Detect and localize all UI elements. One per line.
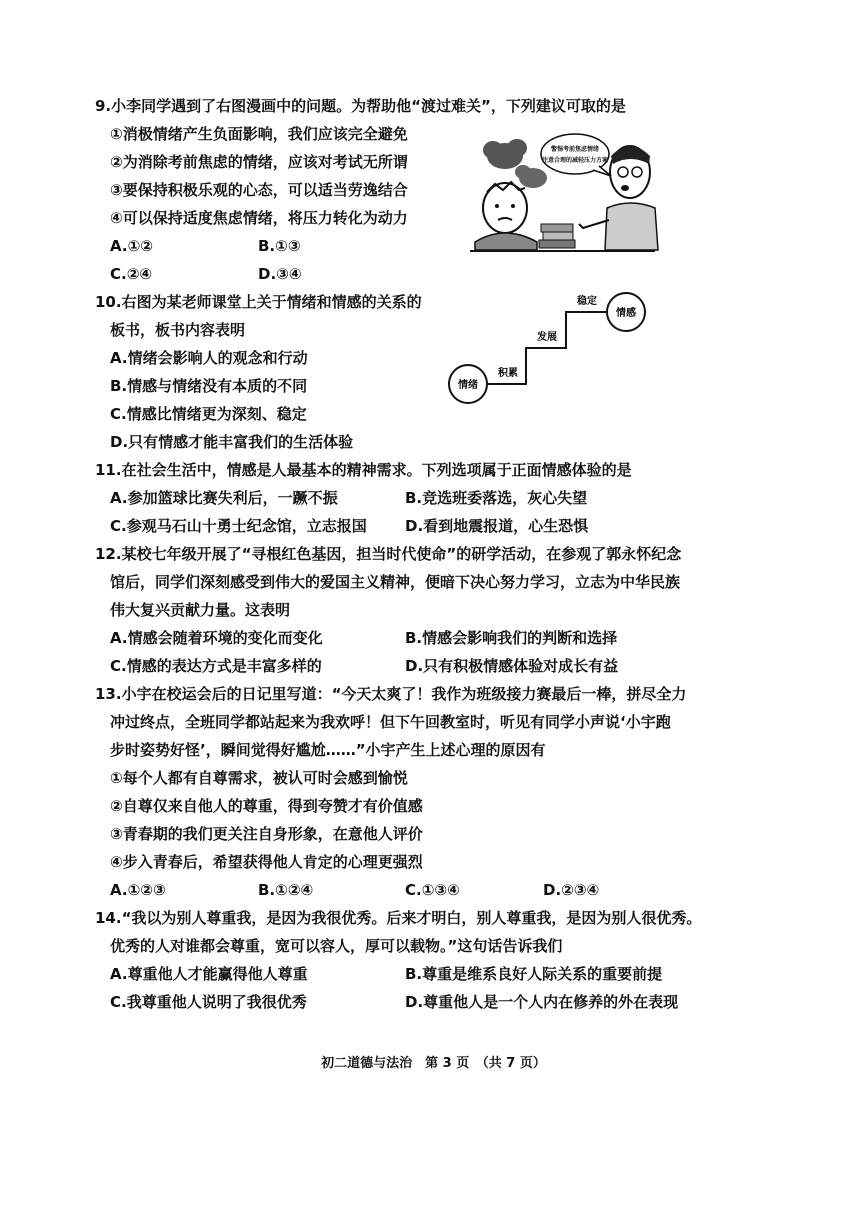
q9-option-b: B.①③ xyxy=(258,237,301,255)
q10-option-c: C.情感比情绪更为深刻、稳定 xyxy=(110,405,307,423)
q13-option-a: A.①②③ xyxy=(110,881,166,899)
q9-cartoon-image xyxy=(465,120,660,260)
speech-bubble xyxy=(541,134,611,176)
student-figure xyxy=(475,182,537,250)
q12-option-d: D.只有积极情感体验对成长有益 xyxy=(405,657,619,675)
q14-stem-line-2: 优秀的人对谁都会尊重，宽可以容人，厚可以载物。”这句话告诉我们 xyxy=(110,937,563,955)
q9-option-c: C.②④ xyxy=(110,265,153,283)
q13-item-2: ②自尊仅来自他人的尊重，得到夸赞才有价值感 xyxy=(110,797,423,815)
q13-stem-line-1: 13.小宇在校运会后的日记里写道：“今天太爽了！我作为班级接力赛最后一棒，拼尽全力 xyxy=(95,685,687,703)
q14-stem-line-1: 14.“我以为别人尊重我，是因为我很优秀。后来才明白，别人尊重我，是因为别人很优秀。 xyxy=(95,909,702,927)
emotion-node-label: 情绪 xyxy=(458,380,478,391)
q12-stem-line-1: 12.某校七年级开展了“寻根红色基因，担当时代使命”的研学活动，在参观了郭永怀纪念 xyxy=(95,545,682,563)
worry-cloud-icon xyxy=(483,139,547,188)
q9-item-1: ①消极情绪产生负面影响，我们应该完全避免 xyxy=(110,125,408,143)
q9-item-4: ④可以保持适度焦虑情绪，将压力转化为动力 xyxy=(110,209,408,227)
q13-option-c: C.①③④ xyxy=(405,881,460,899)
q11-option-b: B.竞选班委落选，灰心失望 xyxy=(405,489,588,507)
q13-item-3: ③青春期的我们更关注自身形象，在意他人评价 xyxy=(110,825,423,843)
q11-option-a: A.参加篮球比赛失利后，一蹶不振 xyxy=(110,489,338,507)
q11-option-d: D.看到地震报道，心生恐惧 xyxy=(405,517,589,535)
q14-option-a: A.尊重他人才能赢得他人尊重 xyxy=(110,965,308,983)
q9-option-d: D.③④ xyxy=(258,265,302,283)
q13-stem-line-3: 步时姿势好怪’，瞬间觉得好尴尬……”小宇产生上述心理的原因有 xyxy=(110,741,546,759)
q11-option-c: C.参观马石山十勇士纪念馆，立志报国 xyxy=(110,517,367,535)
q13-item-1: ①每个人都有自尊需求，被认可时会感到愉悦 xyxy=(110,769,408,787)
q14-option-c: C.我尊重他人说明了我很优秀 xyxy=(110,993,307,1011)
feeling-node-label: 情感 xyxy=(616,308,636,319)
q13-option-d: D.②③④ xyxy=(543,881,600,899)
speech-line-1: 警惕考前焦虑情绪 xyxy=(550,146,600,153)
q9-stem: 9.小李同学遇到了右图漫画中的问题。为帮助他“渡过难关”，下列建议可取的是 xyxy=(95,97,626,115)
q9-item-2: ②为消除考前焦虑的情绪，应该对考试无所谓 xyxy=(110,153,408,171)
q11-stem: 11.在社会生活中，情感是人最基本的精神需求。下列选项属于正面情感体验的是 xyxy=(95,461,632,479)
q9-item-3: ③要保持积极乐观的心态，可以适当劳逸结合 xyxy=(110,181,408,199)
q10-option-a: A.情绪会影响人的观念和行动 xyxy=(110,349,308,367)
q13-option-b: B.①②④ xyxy=(258,881,314,899)
q14-option-d: D.尊重他人是一个人内在修养的外在表现 xyxy=(405,993,679,1011)
step-label-3: 稳定 xyxy=(577,296,597,307)
q10-stem-line-2: 板书，板书内容表明 xyxy=(110,321,246,339)
page-footer: 初二道德与法治 第 3 页 （共 7 页） xyxy=(321,1056,546,1071)
q14-option-b: B.尊重是维系良好人际关系的重要前提 xyxy=(405,965,663,983)
q10-staircase-diagram xyxy=(446,290,676,410)
step-label-2: 发展 xyxy=(537,332,557,343)
q12-option-b: B.情感会影响我们的判断和选择 xyxy=(405,629,618,647)
q13-stem-line-2: 冲过终点，全班同学都站起来为我欢呼！但下午回教室时，听见有同学小声说‘小宇跑 xyxy=(110,713,671,731)
books-stack xyxy=(539,224,575,248)
q9-option-a: A.①② xyxy=(110,237,153,255)
q12-stem-line-3: 伟大复兴贡献力量。这表明 xyxy=(110,601,291,619)
q10-option-d: D.只有情感才能丰富我们的生活体验 xyxy=(110,433,354,451)
q10-option-b: B.情感与情绪没有本质的不同 xyxy=(110,377,308,395)
q10-stem-line-1: 10.右图为某老师课堂上关于情绪和情感的关系的 xyxy=(95,293,422,311)
speech-line-2: 注意合理的减轻压力方案 xyxy=(541,157,609,164)
q12-option-c: C.情感的表达方式是丰富多样的 xyxy=(110,657,322,675)
q12-option-a: A.情感会随着环境的变化而变化 xyxy=(110,629,323,647)
q12-stem-line-2: 馆后，同学们深刻感受到伟大的爱国主义精神，便暗下决心努力学习，立志为中华民族 xyxy=(110,573,681,591)
step-label-1: 积累 xyxy=(498,368,518,379)
q13-item-4: ④步入青春后，希望获得他人肯定的心理更强烈 xyxy=(110,853,423,871)
